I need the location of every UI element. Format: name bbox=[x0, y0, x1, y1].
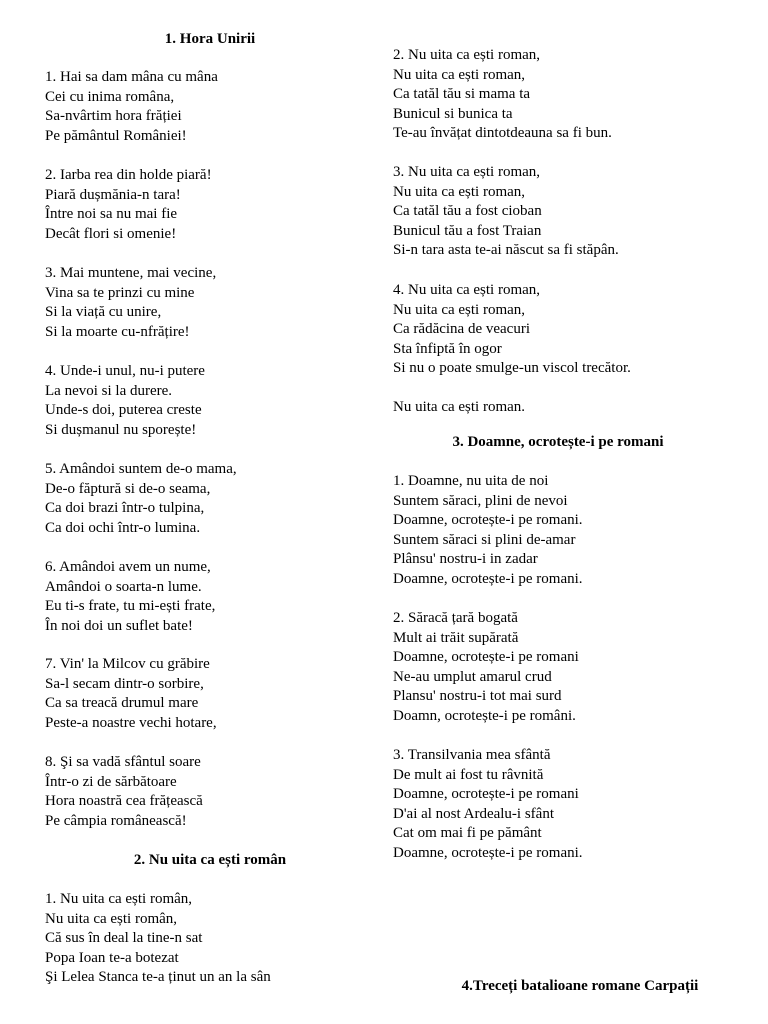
stanza bbox=[393, 281, 631, 379]
verse-line: Plânsu' nostru-i in zadar bbox=[393, 551, 538, 567]
verse-line: Si dușmanul nu sporește! bbox=[45, 421, 197, 438]
verse-line: Si-n tara asta te-ai născut sa fi stăpân. bbox=[393, 242, 619, 258]
verse-line: Doamne, ocrotește-i pe romani bbox=[393, 649, 579, 665]
verse-line: Ca doi ochi într-o lumina. bbox=[45, 519, 201, 536]
stanza bbox=[393, 163, 619, 261]
verse-line: Cat om mai fi pe pământ bbox=[393, 825, 542, 841]
stanza bbox=[45, 460, 237, 538]
verse-line: Ca sa treacă drumul mare bbox=[45, 695, 199, 711]
verse-line: Eu ti-s frate, tu mi-ești frate, bbox=[45, 598, 216, 614]
stanza bbox=[45, 655, 217, 733]
verse-line: 5. Amândoi suntem de-o mama, bbox=[45, 461, 237, 477]
stanza bbox=[45, 890, 271, 988]
verse-line: Suntem săraci si plini de-amar bbox=[393, 531, 576, 548]
verse-line: Ca tatăl tău a fost cioban bbox=[393, 203, 542, 219]
stanza bbox=[45, 362, 205, 440]
verse-line: Pe pământul României! bbox=[45, 127, 187, 144]
verse-line: Popa Ioan te-a botezat bbox=[45, 949, 179, 966]
verse-line: Doamn, ocrotește-i pe români. bbox=[393, 707, 576, 724]
stanza bbox=[393, 609, 579, 726]
verse-line: Mult ai trăit supărată bbox=[393, 629, 519, 646]
stanza bbox=[45, 558, 215, 636]
verse-line: Si nu o poate smulge-un viscol trecător. bbox=[393, 360, 631, 376]
verse-line: Te-au învățat dintotdeauna sa fi bun. bbox=[393, 125, 612, 141]
verse-line: Suntem săraci, plini de nevoi bbox=[393, 492, 568, 509]
title-nu-uita: 2. Nu uita ca ești român bbox=[133, 852, 287, 868]
verse-line: Sa-nvârtim hora frăției bbox=[45, 108, 182, 124]
verse-line: Nu uita ca ești român, bbox=[45, 910, 178, 927]
verse-line: Sta înfiptă în ogor bbox=[393, 340, 502, 357]
stanza bbox=[45, 753, 203, 831]
verse-line: Plansu' nostru-i tot mai surd bbox=[393, 688, 562, 704]
verse-line: 6. Amândoi avem un nume, bbox=[45, 559, 211, 575]
verse-line: Doamne, ocrotește-i pe romani. bbox=[393, 570, 583, 587]
verse-line: 7. Vin' la Milcov cu grăbire bbox=[45, 656, 210, 672]
verse-line: 3. Nu uita ca ești roman, bbox=[393, 164, 541, 180]
verse-line: Amândoi o soarta-n lume. bbox=[45, 578, 202, 595]
verse-line: De mult ai fost tu râvnită bbox=[393, 766, 544, 783]
stanza bbox=[45, 68, 218, 146]
title-hora-unirii: 1. Hora Unirii bbox=[164, 31, 256, 47]
verse-line: La nevoi si la durere. bbox=[45, 382, 173, 399]
verse-line: Peste-a noastre vechi hotare, bbox=[45, 714, 217, 731]
verse-line: 8. Şi sa vadă sfântul soare bbox=[45, 754, 201, 770]
verse-line: 1. Hai sa dam mâna cu mâna bbox=[45, 69, 218, 85]
verse-line: Decât flori si omenie! bbox=[45, 225, 177, 242]
verse-line: Doamne, ocrotește-i pe romani. bbox=[393, 512, 583, 528]
verse-line: 1. Doamne, nu uita de noi bbox=[393, 473, 549, 489]
verse-line: 3. Transilvania mea sfântă bbox=[393, 747, 551, 763]
stanza bbox=[45, 264, 216, 342]
verse-line: 2. Nu uita ca ești roman, bbox=[393, 47, 541, 63]
stanza bbox=[393, 746, 583, 863]
verse-line: D'ai al nost Ardealu-i sfânt bbox=[393, 805, 554, 822]
stanza bbox=[393, 398, 525, 418]
verse-line: 3. Mai muntene, mai vecine, bbox=[45, 265, 217, 281]
verse-line: Bunicul tău a fost Traian bbox=[393, 222, 542, 239]
verse-line: 4. Unde-i unul, nu-i putere bbox=[45, 363, 205, 379]
verse-line: Şi Lelea Stanca te-a ținut un an la sân bbox=[45, 969, 271, 985]
verse-line: Nu uita ca ești roman. bbox=[393, 399, 526, 415]
title-doamne: 3. Doamne, ocrotește-i pe romani bbox=[452, 434, 664, 450]
verse-line: 4. Nu uita ca ești roman, bbox=[393, 282, 541, 298]
verse-line: Pe câmpia românească! bbox=[45, 812, 187, 829]
verse-line: Ca doi brazi într-o tulpina, bbox=[45, 500, 205, 516]
verse-line: Nu uita ca ești roman, bbox=[393, 183, 526, 200]
verse-line: 1. Nu uita ca ești român, bbox=[45, 891, 193, 907]
verse-line: Bunicul si bunica ta bbox=[393, 105, 513, 122]
verse-line: 2. Săracă țară bogată bbox=[393, 610, 518, 626]
title-treceti: 4.Treceți batalioane romane Carpații bbox=[461, 978, 699, 994]
verse-line: Între noi sa nu mai fie bbox=[45, 206, 178, 222]
verse-line: Vina sa te prinzi cu mine bbox=[45, 284, 195, 301]
verse-line: De-o făptură si de-o seama, bbox=[45, 480, 211, 497]
verse-line: Sa-l secam dintr-o sorbire, bbox=[45, 675, 204, 692]
verse-line: Într-o zi de sărbătoare bbox=[45, 773, 177, 790]
verse-line: Doamne, ocrotește-i pe romani bbox=[393, 786, 579, 802]
verse-line: În noi doi un suflet bate! bbox=[45, 617, 193, 634]
verse-line: Piară dușmănia-n tara! bbox=[45, 186, 181, 203]
verse-line: Cei cu inima româna, bbox=[45, 88, 175, 105]
verse-line: Si la moarte cu-nfrățire! bbox=[45, 323, 190, 340]
verse-line: 2. Iarba rea din holde piară! bbox=[45, 167, 212, 183]
verse-line: Unde-s doi, puterea creste bbox=[45, 402, 202, 418]
verse-line: Si la viață cu unire, bbox=[45, 304, 162, 320]
stanza bbox=[393, 46, 612, 144]
verse-line: Doamne, ocrotește-i pe romani. bbox=[393, 844, 583, 861]
verse-line: Că sus în deal la tine-n sat bbox=[45, 930, 203, 946]
verse-line: Ca rădăcina de veacuri bbox=[393, 321, 530, 337]
stanza bbox=[45, 166, 212, 244]
verse-line: Nu uita ca ești roman, bbox=[393, 66, 526, 83]
stanza bbox=[393, 472, 583, 589]
verse-line: Ca tatăl tău si mama ta bbox=[393, 86, 531, 102]
verse-line: Ne-au umplut amarul crud bbox=[393, 668, 552, 685]
verse-line: Hora noastră cea frățească bbox=[45, 793, 203, 809]
verse-line: Nu uita ca ești roman, bbox=[393, 301, 526, 318]
